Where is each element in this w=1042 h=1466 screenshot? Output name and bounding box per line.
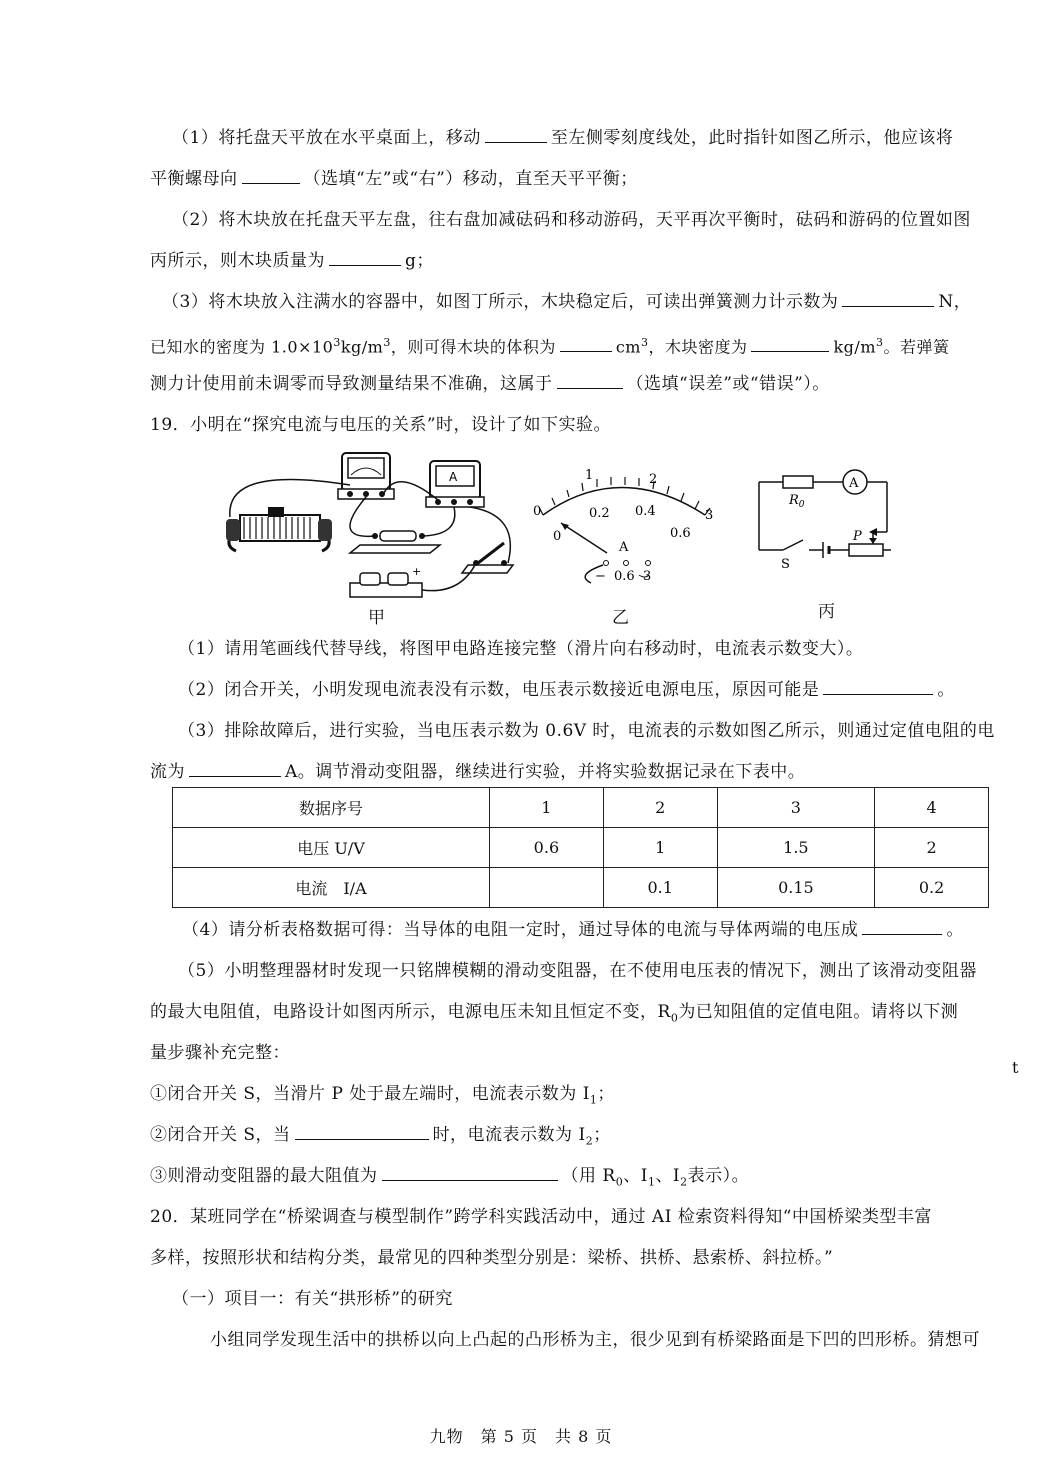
- table-cell: 2: [603, 788, 717, 828]
- margin-mark: t: [1012, 1058, 1019, 1077]
- q20-line2: [150, 1246, 833, 1270]
- answer-blank[interactable]: [560, 335, 612, 352]
- dial-tick-1: 1: [585, 468, 594, 483]
- text: A。调节滑动变阻器，继续进行实验，并将实验数据记录在下表中。: [285, 762, 806, 782]
- text: 时，电流表示数为 I: [432, 1125, 586, 1145]
- subscript: 0: [670, 1011, 679, 1025]
- svg-text:+: +: [412, 565, 422, 578]
- battery-icon: [350, 565, 422, 597]
- dial-sub-0.6: 0.6: [670, 526, 691, 541]
- rheostat-icon: [226, 507, 332, 551]
- q20-line4: [210, 1328, 980, 1352]
- switch-icon: [462, 543, 513, 573]
- text: 量步骤补充完整：: [150, 1043, 290, 1063]
- ammeter-icon: [426, 461, 484, 507]
- table-cell-blank[interactable]: [490, 868, 604, 908]
- text: （选填“误差”或“错误”）。: [626, 374, 830, 394]
- figure-label-yi: 乙: [612, 608, 629, 628]
- dial-tick-3: 3: [705, 508, 714, 523]
- q18-part2-line1: [172, 208, 971, 232]
- text: kg/m: [833, 337, 876, 357]
- q18-part3-line3: [150, 372, 830, 396]
- figure-label-bing: 丙: [818, 602, 835, 622]
- answer-blank[interactable]: [382, 1164, 558, 1181]
- table-cell: 0.1: [603, 868, 717, 908]
- q19-part3-line2: [150, 760, 805, 784]
- answer-blank[interactable]: [485, 126, 547, 143]
- text: ②闭合开关 S，当: [150, 1125, 291, 1145]
- text: （1）请用笔画线代替导线，将图甲电路连接完整（滑片向右移动时，电流表示数变大）。: [178, 639, 864, 659]
- superscript: 3: [383, 336, 391, 349]
- superscript: 3: [333, 336, 341, 349]
- text: 多样，按照形状和结构分类，最常见的四种类型分别是：梁桥、拱桥、悬索桥、斜拉桥。”: [150, 1248, 834, 1268]
- q18-part1-line1: [172, 126, 953, 150]
- q19-part2: [178, 678, 955, 702]
- text: 为已知阻值的定值电阻。请将以下测: [678, 1002, 959, 1022]
- voltmeter-icon: [338, 453, 394, 499]
- table-row: [173, 788, 989, 828]
- table-cell: 0.2: [875, 868, 989, 908]
- slider-p-label: P: [853, 529, 862, 544]
- table-cell: 0.15: [717, 868, 875, 908]
- text: ，木块密度为: [648, 337, 748, 357]
- dial-sub-0.2: 0.2: [589, 506, 610, 521]
- text: kg/m: [340, 337, 384, 357]
- table-cell: 1: [490, 788, 604, 828]
- text: （2）闭合开关，小明发现电流表没有示数，电压表示数接近电源电压，原因可能是: [178, 680, 820, 700]
- text: 。: [937, 680, 955, 700]
- text: 。若弹簧: [883, 337, 950, 357]
- answer-blank[interactable]: [862, 918, 942, 935]
- text: 、I: [623, 1166, 648, 1186]
- table-cell: 1: [603, 828, 717, 868]
- answer-blank[interactable]: [823, 678, 933, 695]
- dial-tick-2: 2: [649, 472, 658, 487]
- text: 已知水的密度为 1.0×10: [150, 337, 334, 357]
- terminal-0.6: 0.6: [614, 569, 635, 584]
- text: 、I: [655, 1166, 681, 1186]
- q19-part1: [178, 637, 863, 661]
- q18-part3-line1: [162, 290, 971, 314]
- text: 20．某班同学在“桥梁调查与模型制作”跨学科实践活动中，通过 AI 检索资料得知“中国桥梁类型丰富: [150, 1207, 933, 1227]
- answer-blank[interactable]: [329, 249, 401, 266]
- text: g；: [405, 251, 434, 271]
- q18-part1-line2: [150, 167, 638, 191]
- text: ①闭合开关 S，当滑片 P 处于最左端时，电流表示数为 I: [150, 1084, 590, 1104]
- text: cm: [615, 337, 641, 357]
- text: 丙所示，则木块质量为: [150, 251, 325, 271]
- text: 平衡螺母向: [150, 169, 238, 189]
- text: （3）将木块放入注满水的容器中，如图丁所示，木块稳定后，可读出弹簧测力计示数为: [162, 292, 839, 312]
- subscript: 0: [615, 1175, 624, 1189]
- table-header-cell: 电流 I/A: [173, 868, 490, 908]
- dial-tick-0: 0: [533, 504, 542, 519]
- text: （4）请分析表格数据可得：当导体的电阻一定时，通过导体的电流与导体两端的电压成: [182, 920, 859, 940]
- superscript: 3: [875, 336, 884, 349]
- figure-bing-circuit: [745, 460, 915, 580]
- figure-jia-apparatus: [220, 445, 520, 625]
- subscript: 2: [585, 1134, 594, 1148]
- q20-line1: [150, 1205, 932, 1229]
- answer-blank[interactable]: [751, 335, 829, 352]
- text: （选填“左”或“右”）移动，直至天平平衡；: [303, 169, 638, 189]
- text: ；: [593, 1125, 611, 1145]
- figure-yi-ammeter-dial: [525, 465, 725, 595]
- switch-s-label: S: [781, 557, 790, 572]
- table-cell: 4: [875, 788, 989, 828]
- text: N，: [938, 292, 972, 312]
- table-cell: 3: [717, 788, 875, 828]
- q19-step2: [150, 1123, 611, 1153]
- text: 表示）。: [687, 1166, 750, 1186]
- svg-text:A: A: [449, 470, 458, 484]
- subscript: 2: [680, 1175, 688, 1189]
- table-cell: 0.6: [490, 828, 604, 868]
- text: ③则滑动变阻器的最大阻值为: [150, 1166, 378, 1186]
- q19-step3: [150, 1164, 749, 1194]
- q19-intro: [150, 413, 611, 437]
- text: 至左侧零刻度线处，此时指针如图乙所示，他应该将: [550, 128, 954, 148]
- q19-step1: [150, 1082, 615, 1112]
- q19-part4: [182, 918, 964, 942]
- dial-sub-0.4: 0.4: [635, 504, 656, 519]
- terminal-3: 3: [643, 569, 652, 584]
- data-table: [172, 787, 989, 908]
- answer-blank[interactable]: [242, 167, 300, 184]
- figure-label-jia: 甲: [368, 608, 385, 628]
- superscript: 3: [640, 336, 649, 349]
- text: （3）排除故障后，进行实验，当电压表示数为 0.6V 时，电流表的示数如图乙所示，则通过定值电阻的电: [178, 721, 995, 741]
- text: ；: [597, 1084, 615, 1104]
- dial-unit-a: A: [619, 540, 629, 555]
- text: 小组同学发现生活中的拱桥以向上凸起的凸形桥为主，很少见到有桥梁路面是下凹的凹形桥。猜想可: [210, 1330, 980, 1350]
- subscript: 1: [589, 1093, 598, 1107]
- text: 。: [946, 920, 964, 940]
- text: （1）将托盘天平放在水平桌面上，移动: [172, 128, 481, 148]
- terminal-minus: −: [595, 569, 606, 584]
- q20-section-heading: [172, 1287, 453, 1311]
- text: 19．小明在“探究电流与电压的关系”时，设计了如下实验。: [150, 415, 612, 435]
- dial-sub-0: 0: [553, 529, 562, 544]
- text: ，则可得木块的体积为: [390, 337, 556, 357]
- table-cell: 2: [875, 828, 989, 868]
- answer-blank[interactable]: [842, 290, 934, 307]
- subscript: 1: [647, 1175, 656, 1189]
- table-header-cell: 电压 U/V: [173, 828, 490, 868]
- table-row: [173, 828, 989, 868]
- table-row: [173, 868, 989, 908]
- table-header-cell: 数据序号: [173, 788, 490, 828]
- q18-part2-line2: [150, 249, 434, 273]
- answer-blank[interactable]: [557, 372, 623, 389]
- r0-label: $R_0$: [789, 493, 805, 510]
- answer-blank[interactable]: [189, 760, 281, 777]
- ammeter-symbol-label: A: [849, 476, 859, 491]
- q19-part5-line3: [150, 1041, 290, 1065]
- q19-part5-line2: [150, 1000, 958, 1030]
- q18-part3-line2: [150, 331, 950, 359]
- q19-part5-line1: [178, 959, 977, 983]
- q19-part3-line1: [178, 719, 995, 743]
- text: （一）项目一：有关“拱形桥”的研究: [172, 1289, 453, 1309]
- resistor-icon: [350, 531, 440, 553]
- answer-blank[interactable]: [295, 1123, 429, 1140]
- text: （2）将木块放在托盘天平左盘，往右盘加减砝码和移动游码，天平再次平衡时，砝码和游码的位置如图: [172, 210, 971, 230]
- text: 的最大电阻值，电路设计如图丙所示，电源电压未知且恒定不变，R: [150, 1002, 671, 1022]
- text: （用 R: [561, 1166, 616, 1186]
- table-cell: 1.5: [717, 828, 875, 868]
- text: （5）小明整理器材时发现一只铭牌模糊的滑动变阻器，在不使用电压表的情况下，测出了该滑动变阻器: [178, 961, 977, 981]
- text: 测力计使用前未调零而导致测量结果不准确，这属于: [150, 374, 553, 394]
- text: 流为: [150, 762, 185, 782]
- page-footer: 九物 第 5 页 共 8 页: [429, 1427, 613, 1446]
